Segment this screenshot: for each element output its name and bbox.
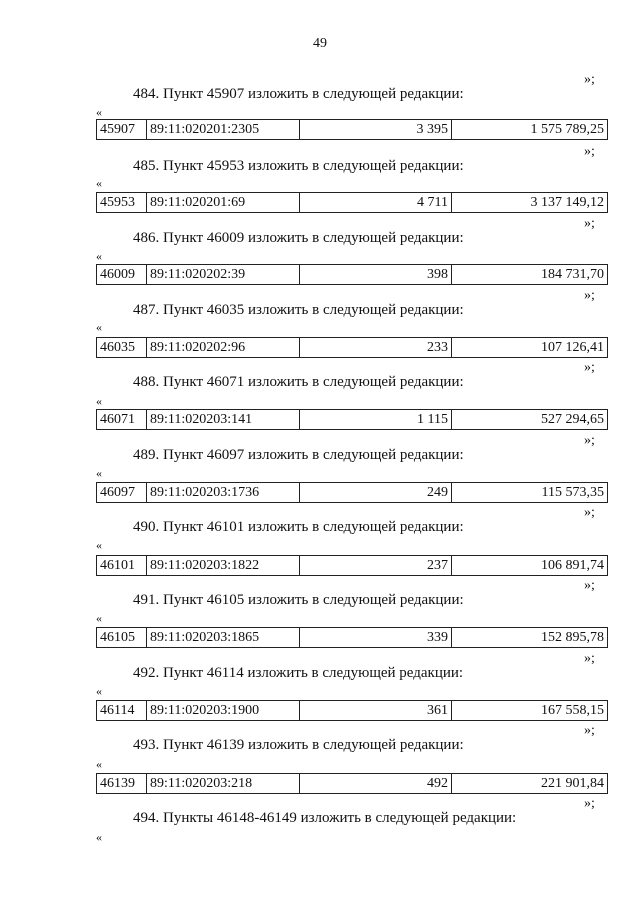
item-heading: 490. Пункт 46101 изложить в следующей редакции: — [133, 519, 464, 535]
item-heading: 485. Пункт 45953 изложить в следующей редакции: — [133, 158, 464, 174]
record-table — [96, 482, 608, 503]
area-value: 1 115 — [300, 410, 452, 430]
cadastral-value: 527 294,65 — [452, 410, 608, 430]
cadastral-value: 3 137 149,12 — [452, 193, 608, 213]
item-heading: 491. Пункт 46105 изложить в следующей редакции: — [133, 592, 464, 608]
open-quote-mark: « — [96, 466, 102, 480]
cadastral-number: 89:11:020202:96 — [147, 338, 300, 358]
item-heading: 488. Пункт 46071 изложить в следующей редакции: — [133, 374, 464, 390]
record-table — [96, 192, 608, 213]
record-table — [96, 773, 608, 794]
record-code: 45907 — [97, 120, 147, 140]
area-value: 237 — [300, 556, 452, 576]
close-quote-mark: »; — [584, 216, 595, 231]
close-quote-mark: »; — [584, 360, 595, 375]
cadastral-value: 1 575 789,25 — [452, 120, 608, 140]
record-table — [96, 700, 608, 721]
cadastral-value: 167 558,15 — [452, 701, 608, 721]
item-heading: 489. Пункт 46097 изложить в следующей редакции: — [133, 447, 464, 463]
cadastral-number: 89:11:020202:39 — [147, 265, 300, 285]
cadastral-value: 221 901,84 — [452, 774, 608, 794]
record-code: 46105 — [97, 628, 147, 648]
cadastral-number: 89:11:020203:141 — [147, 410, 300, 430]
record-code: 46097 — [97, 483, 147, 503]
cadastral-number: 89:11:020201:2305 — [147, 120, 300, 140]
cadastral-value: 106 891,74 — [452, 556, 608, 576]
cadastral-number: 89:11:020201:69 — [147, 193, 300, 213]
item-heading: 484. Пункт 45907 изложить в следующей редакции: — [133, 86, 464, 102]
open-quote-mark: « — [96, 684, 102, 698]
cadastral-number: 89:11:020203:1822 — [147, 556, 300, 576]
record-table — [96, 627, 608, 648]
close-quote-mark: »; — [584, 72, 595, 87]
open-quote-mark: « — [96, 176, 102, 190]
close-quote-mark: »; — [584, 723, 595, 738]
item-heading: 486. Пункт 46009 изложить в следующей редакции: — [133, 230, 464, 246]
cadastral-number: 89:11:020203:218 — [147, 774, 300, 794]
record-code: 46071 — [97, 410, 147, 430]
open-quote-mark: « — [96, 105, 102, 119]
record-table — [96, 337, 608, 358]
open-quote-mark: « — [96, 394, 102, 408]
open-quote-mark: « — [96, 757, 102, 771]
record-code: 45953 — [97, 193, 147, 213]
close-quote-mark: »; — [584, 505, 595, 520]
record-code: 46114 — [97, 701, 147, 721]
cadastral-value: 115 573,35 — [452, 483, 608, 503]
record-table — [96, 555, 608, 576]
open-quote-mark: « — [96, 611, 102, 625]
open-quote-mark: « — [96, 249, 102, 263]
open-quote-mark: « — [96, 320, 102, 334]
area-value: 233 — [300, 338, 452, 358]
area-value: 339 — [300, 628, 452, 648]
cadastral-value: 152 895,78 — [452, 628, 608, 648]
record-code: 46009 — [97, 265, 147, 285]
page-number: 49 — [313, 36, 327, 51]
area-value: 4 711 — [300, 193, 452, 213]
area-value: 3 395 — [300, 120, 452, 140]
record-code: 46035 — [97, 338, 147, 358]
item-heading: 487. Пункт 46035 изложить в следующей редакции: — [133, 302, 464, 318]
cadastral-number: 89:11:020203:1736 — [147, 483, 300, 503]
record-code: 46101 — [97, 556, 147, 576]
item-heading: 492. Пункт 46114 изложить в следующей редакции: — [133, 665, 464, 681]
record-code: 46139 — [97, 774, 147, 794]
record-table — [96, 119, 608, 140]
item-heading: 493. Пункт 46139 изложить в следующей редакции: — [133, 737, 464, 753]
area-value: 492 — [300, 774, 452, 794]
open-quote-mark: « — [96, 538, 102, 552]
close-quote-mark: »; — [584, 651, 595, 666]
open-quote-mark: « — [96, 830, 102, 844]
record-table — [96, 264, 608, 285]
area-value: 398 — [300, 265, 452, 285]
record-table — [96, 409, 608, 430]
item-heading: 494. Пункты 46148-46149 изложить в следующей редакции: — [133, 810, 517, 826]
cadastral-value: 184 731,70 — [452, 265, 608, 285]
close-quote-mark: »; — [584, 144, 595, 159]
close-quote-mark: »; — [584, 433, 595, 448]
area-value: 249 — [300, 483, 452, 503]
cadastral-value: 107 126,41 — [452, 338, 608, 358]
cadastral-number: 89:11:020203:1900 — [147, 701, 300, 721]
cadastral-number: 89:11:020203:1865 — [147, 628, 300, 648]
close-quote-mark: »; — [584, 578, 595, 593]
close-quote-mark: »; — [584, 796, 595, 811]
area-value: 361 — [300, 701, 452, 721]
close-quote-mark: »; — [584, 288, 595, 303]
